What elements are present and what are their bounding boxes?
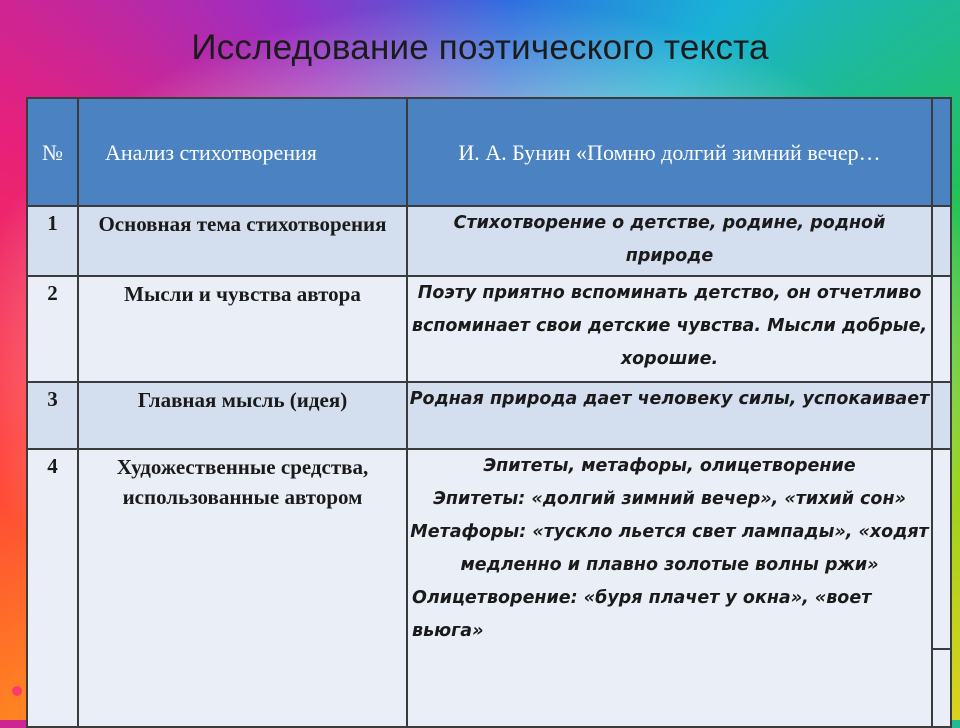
table-row (27, 382, 951, 449)
answer-line: Стихотворение о детстве, родине, родной природе (453, 213, 886, 266)
answer-line: Поэту приятно вспоминать детство, он отчетливо вспоминает свои детские чувства. Мысли добрые, хорошие. (411, 283, 928, 369)
answer-line: Родная природа дает человеку силы, успокаивает (409, 389, 930, 409)
analysis-table-container (26, 97, 950, 717)
row-answer (407, 449, 932, 727)
table-row (27, 206, 951, 276)
row-topic: Художественные средства, использованные автором (78, 449, 407, 727)
answer-line: Олицетворение: «буря плачет у окна», «воет вьюга» (412, 588, 872, 641)
row-number: 1 (27, 206, 78, 276)
header-analysis: Анализ стихотворения (78, 98, 407, 206)
answer-line: Эпитеты: «долгий зимний вечер», «тихий сон» (433, 489, 906, 509)
empty-cell (932, 382, 951, 449)
row-answer (407, 276, 932, 382)
row-number: 4 (27, 449, 78, 727)
slide-title: Исследование поэтического текста (191, 28, 769, 67)
empty-cell (932, 276, 951, 382)
row-topic: Основная тема стихотворения (78, 206, 407, 276)
table-row (27, 276, 951, 382)
row-topic: Главная мысль (идея) (78, 382, 407, 449)
header-empty-cell (932, 98, 951, 206)
answer-line: Эпитеты, метафоры, олицетворение (483, 456, 856, 476)
answer-line: Метафоры: «тускло льется свет лампады», «ходят медленно и плавно золотые волны ржи» (410, 522, 929, 575)
row-topic: Мысли и чувства автора (78, 276, 407, 382)
row-answer (407, 382, 932, 449)
row-number: 3 (27, 382, 78, 449)
row-answer (407, 206, 932, 276)
header-poem: И. А. Бунин «Помню долгий зимний вечер… (407, 98, 932, 206)
table-header-row (27, 98, 951, 206)
analysis-table (26, 97, 952, 728)
empty-cell (932, 449, 951, 727)
row-number: 2 (27, 276, 78, 382)
header-number: № (27, 98, 78, 206)
decorative-dot (12, 686, 22, 696)
empty-cell (932, 206, 951, 276)
table-row (27, 449, 951, 727)
